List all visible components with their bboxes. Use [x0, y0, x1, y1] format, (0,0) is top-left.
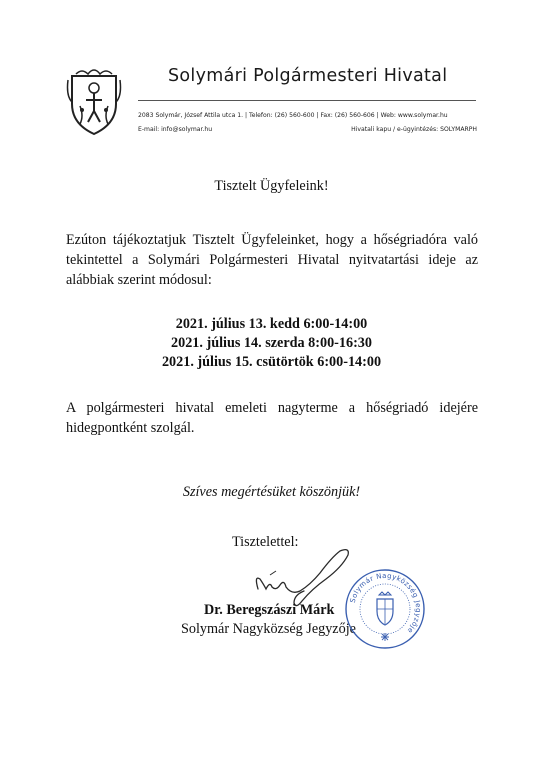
paragraph-cooling-point: A polgármesteri hivatal emeleti nagyterme a hőségriadó idejére hidegpontként szolgál.: [66, 400, 478, 436]
regards: Tisztelettel:: [232, 534, 299, 550]
opening-hours-list: [0, 315, 543, 372]
org-name: Solymári Polgármesteri Hivatal: [168, 66, 448, 86]
opening-hours-item: 2021. július 13. kedd 6:00-14:00: [175, 316, 368, 332]
email-line: E-mail: info@solymar.hu: [138, 126, 213, 133]
salutation: Tisztelt Ügyfeleink!: [214, 178, 329, 194]
signer-name: Dr. Beregszászi Márk: [204, 602, 335, 618]
closing-line: Szíves megértésüket köszönjük!: [182, 484, 361, 500]
official-stamp-icon: [343, 567, 427, 651]
opening-hours-item: 2021. július 15. csütörtök 6:00-14:00: [161, 354, 382, 370]
header-divider: [138, 100, 476, 101]
stamp-text: Solymár Nagyközség Jegyzője: [348, 571, 423, 635]
gateway-line: Hivatali kapu / e-ügyintézés: SOLYMARPH: [351, 126, 477, 133]
opening-hours-item: 2021. július 14. szerda 8:00-16:30: [171, 335, 372, 351]
paragraph-intro: Ezúton tájékoztatjuk Tisztelt Ügyfeleinket, hogy a hőségriadóra való tekintettel a Solymári Polgármesteri Hivatal nyitvatartási ideje az alábbiak szerint módosul:: [66, 232, 478, 288]
signer-title: Solymár Nagyközség Jegyzője: [181, 621, 356, 637]
coat-of-arms-icon: [66, 66, 122, 136]
address-line: 2083 Solymár, József Attila utca 1. | Telefon: (26) 560-600 | Fax: (26) 560-606 | Web: www.solymar.hu: [138, 112, 448, 119]
